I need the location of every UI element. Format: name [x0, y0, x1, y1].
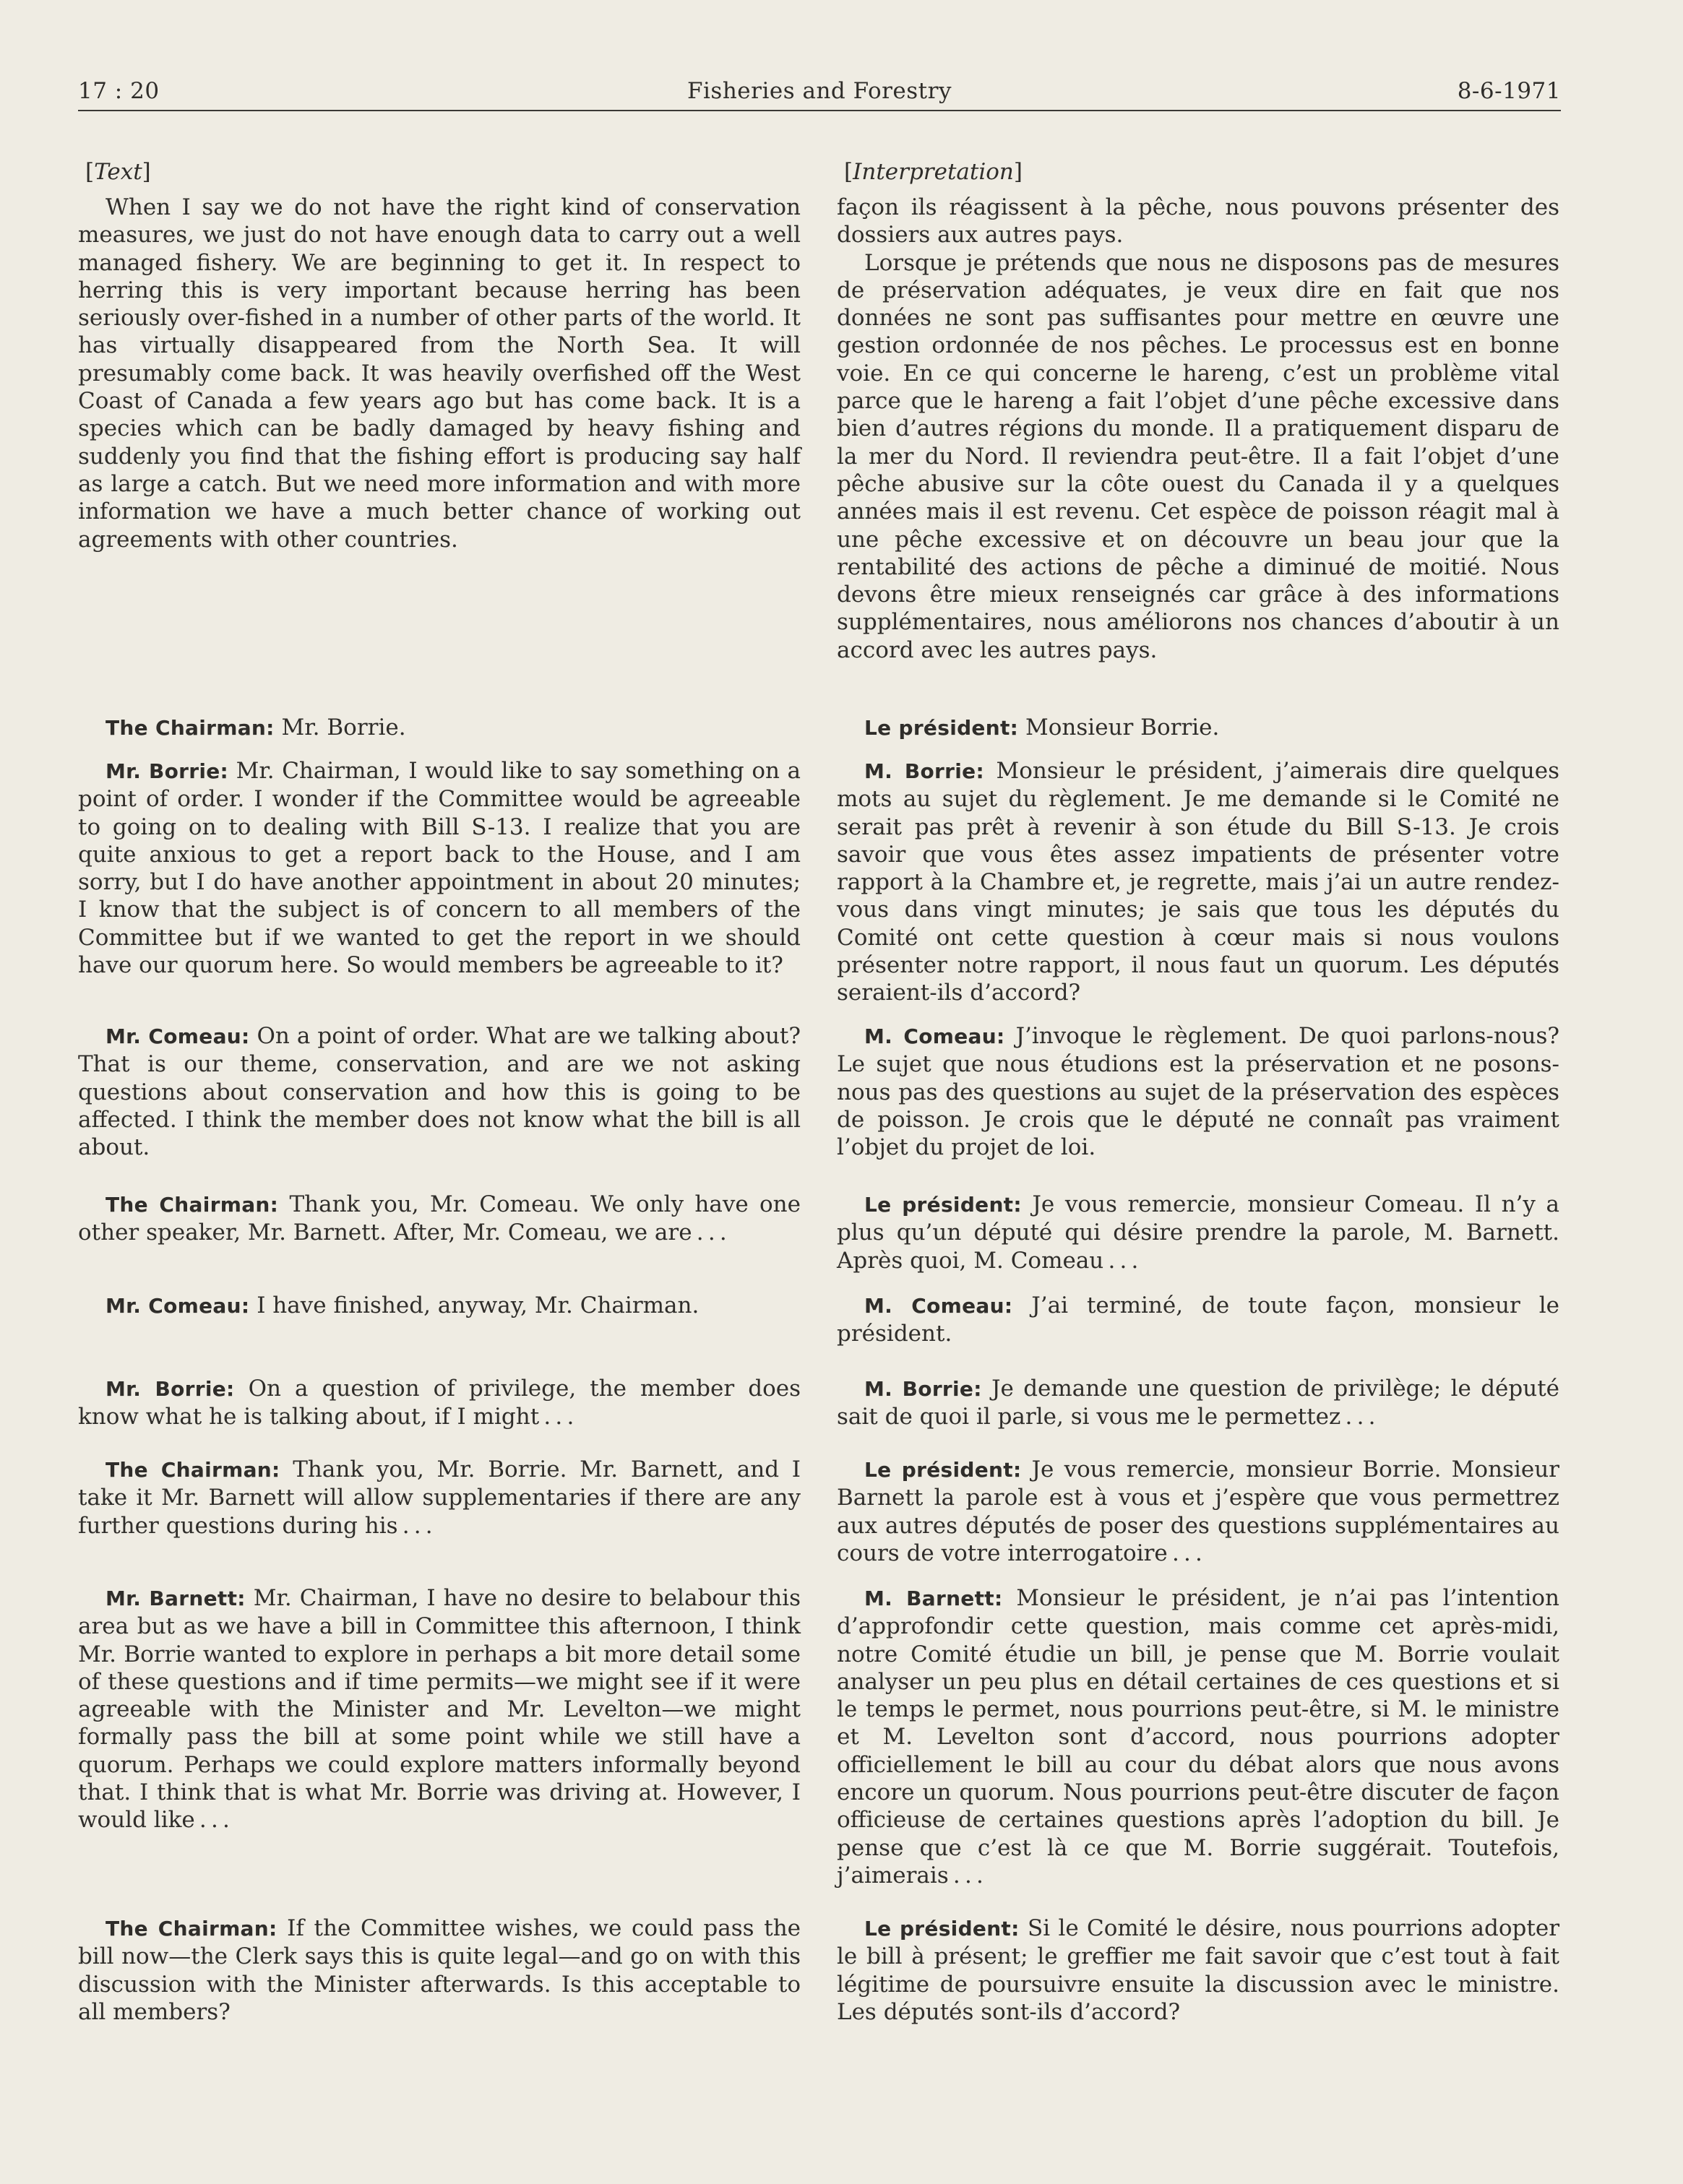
speaker-name: The Chairman:	[106, 1917, 277, 1941]
speech-text: Monsieur le président, j’aimerais dire quelques mots au sujet du règlement. Je me demande si le Comité ne serait pas prêt à revenir à son étude du Bill S-13. Je crois savoir que vous êtes assez impatients de présenter votre rapport à la Chambre et, je regrette, mais j’ai un autre rendez-vous dans vingt minutes; je sais que tous les députés du Comité ont cette question à cœur mais si nous voulons présenter notre rapport, il nous faut un quorum. Les députés seraient-ils d’accord?	[837, 758, 1560, 1006]
page-reference: 17 : 20	[78, 78, 160, 104]
speaker-name: Mr. Barnett:	[106, 1587, 246, 1610]
speaker-name: M. Barnett:	[864, 1587, 1003, 1610]
speech-entry	[78, 1292, 801, 1320]
speech-text: Mr. Chairman, I would like to say something on a point of order. I wonder if the Committee would be agreeable to going on to dealing with Bill S-13. I realize that you are quite anxious to get a report back to the House, and I am sorry, but I do have another appointment in about 20 minutes; I know that the subject is of concern to all members of the Committee but if we wanted to get the report in we should have our quorum here. So would members be agreeable to it?	[78, 758, 801, 979]
speech-text: J’invoque le règlement. De quoi parlons-nous? Le sujet que nous étudions est la préservation et ne posons-nous pas des questions au sujet de la préservation des espèces de poisson. Je crois que le député ne connaît pas vraiment l’objet du projet de loi.	[837, 1023, 1559, 1161]
speaker-name: Mr. Borrie:	[106, 1377, 235, 1401]
speech-text: Si le Comité le désire, nous pourrions adopter le bill à présent; le greffier me fait savoir que c’est tout à fait légitime de poursuivre ensuite la discussion avec le ministre. Les députés sont-ils d’accord?	[837, 1915, 1560, 2025]
speaker-name: M. Comeau:	[864, 1294, 1013, 1318]
speech-entry	[78, 1375, 801, 1431]
speech-entry	[78, 714, 801, 742]
section-label: [Interpretation]	[844, 159, 1023, 185]
speaker-name: M. Borrie:	[864, 1377, 982, 1401]
speaker-name: Mr. Comeau:	[106, 1024, 250, 1048]
speech-text: I have finished, anyway, Mr. Chairman.	[257, 1292, 700, 1318]
speech-text: Mr. Borrie.	[281, 715, 406, 741]
speech-text: Je vous remercie, monsieur Comeau. Il n’y a plus qu’un député qui désire prendre la parole, M. Barnett. Après quoi, M. Comeau . . .	[837, 1191, 1559, 1274]
speech-text: Thank you, Mr. Comeau. We only have one other speaker, Mr. Barnett. After, Mr. Comeau, we are . . .	[78, 1191, 801, 1246]
publication-title: Fisheries and Forestry	[687, 78, 952, 104]
speaker-name: The Chairman:	[106, 1193, 279, 1217]
speech-entry	[837, 1915, 1559, 2026]
running-header	[78, 72, 1561, 111]
speech-entry	[78, 1456, 801, 1540]
speech-entry	[837, 757, 1559, 1007]
speech-text: Thank you, Mr. Borrie. Mr. Barnett, and I take it Mr. Barnett will allow supplementaries if there are any further questions during his . . .	[78, 1456, 801, 1539]
speaker-name: Mr. Comeau:	[106, 1294, 250, 1318]
intro-paragraph: When I say we do not have the right kind of conservation measures, we just do not have enough data to carry out a well managed fishery. We are beginning to get it. In respect to herring this is very important because herring has been seriously over-fished in a number of other parts of the world. It has virtually disappeared from the North Sea. It will presumably come back. It was heavily overfished off the West Coast of Canada a few years ago but has come back. It is a species which can be badly damaged by heavy fishing and suddenly you find that the fishing effort is producing say half as large a catch. But we need more information and with more information we have a much better chance of working out agreements with other countries.	[78, 194, 801, 553]
speech-entry	[837, 1022, 1559, 1161]
speech-text: Je vous remercie, monsieur Borrie. Monsieur Barnett la parole est à vous et j’espère que vous permettrez aux autres députés de poser des questions supplémentaires au cours de votre interrogatoire . . .	[837, 1456, 1559, 1566]
speaker-name: M. Borrie:	[864, 759, 984, 783]
speech-text: Je demande une question de privilège; le député sait de quoi il parle, si vous me le permettez . . .	[837, 1376, 1560, 1430]
speech-text: Monsieur le président, je n’ai pas l’intention d’approfondir cette question, mais comme cet après-midi, notre Comité étudie un bill, je pense que M. Borrie voulait analyser un peu plus en détail certaines de ces questions et si le temps le permet, nous pourrions peut-être, si M. le ministre et M. Levelton sont d’accord, nous pourrions adopter officiellement le bill au cour du débat alors que nous avons encore un quorum. Nous pourrions peut-être discuter de façon officieuse de certaines questions après l’adoption du bill. Je pense que c’est là ce que M. Borrie suggérait. Toutefois, j’aimerais . . .	[837, 1585, 1560, 1889]
speech-text: On a point of order. What are we talking about? That is our theme, conservation, and are we not asking questions about conservation and how this is going to be affected. I think the member does not know what the bill is all about.	[78, 1023, 801, 1161]
speaker-name: M. Comeau:	[864, 1024, 1005, 1048]
continued-paragraph: façon ils réagissent à la pêche, nous pouvons présenter des dossiers aux autres pays.	[837, 194, 1559, 249]
speaker-name: Le président:	[864, 1458, 1022, 1482]
speech-entry	[837, 1456, 1559, 1567]
speaker-name: The Chairman:	[106, 1458, 280, 1482]
english-column	[78, 159, 801, 2025]
speech-entry	[837, 1375, 1559, 1431]
speech-entry	[78, 757, 801, 979]
speaker-name: Le président:	[864, 716, 1019, 740]
section-label: [Text]	[85, 159, 151, 185]
speech-text: J’ai terminé, de toute façon, monsieur le président.	[837, 1292, 1559, 1347]
french-column	[837, 159, 1560, 2025]
speech-text: On a question of privilege, the member does know what he is talking about, if I might . . .	[78, 1376, 801, 1430]
speaker-name: Le président:	[864, 1917, 1020, 1941]
intro-paragraph: Lorsque je prétends que nous ne disposons pas de mesures de préservation adéquates, je veux dire en fait que nos données ne sont pas suffisantes pour mettre en œuvre une gestion ordonnée de nos pêches. Le processus est en bonne voie. En ce qui concerne le hareng, c’est un problème vital parce que le hareng a fait l’objet d’une pêche excessive dans bien d’autres régions du monde. Il a pratiquement disparu de la mer du Nord. Il reviendra peut-être. Il a fait l’objet d’une pêche abusive sur la côte ouest du Canada il y a quelques années mais il est revenu. Cet espèce de poisson réagit mal à une pêche excessive et on découvre un beau jour que la rentabilité des actions de pêche a diminué de moitié. Nous devons être mieux renseignés car grâce à des informations supplémentaires, nous améliorons nos chances d’aboutir à un accord avec les autres pays.	[837, 249, 1559, 663]
speech-text: Monsieur Borrie.	[1025, 715, 1220, 741]
speech-entry	[837, 1191, 1559, 1274]
speech-entry	[78, 1584, 801, 1834]
speaker-name: Mr. Borrie:	[106, 759, 229, 783]
speech-text: Mr. Chairman, I have no desire to belabour this area but as we have a bill in Committee this afternoon, I think Mr. Borrie wanted to explore in perhaps a bit more detail some of these questions and if time permits—we might see if it were agreeable with the Minister and Mr. Levelton—we might formally pass the bill at some point while we still have a quorum. Perhaps we could explore matters informally beyond that. I think that is what Mr. Borrie was driving at. However, I would like . . .	[78, 1585, 801, 1834]
speech-entry	[837, 714, 1559, 742]
speech-text: If the Committee wishes, we could pass the bill now—the Clerk says this is quite legal—and go on with this discussion with the Minister afterwards. Is this acceptable to all members?	[78, 1915, 801, 2025]
header-date: 8-6-1971	[1457, 78, 1561, 104]
speech-entry	[837, 1292, 1559, 1348]
speech-entry	[78, 1191, 801, 1247]
speaker-name: Le président:	[864, 1193, 1022, 1217]
speaker-name: The Chairman:	[106, 716, 275, 740]
speech-entry	[78, 1022, 801, 1161]
speech-entry	[837, 1584, 1559, 1889]
speech-entry	[78, 1915, 801, 2026]
